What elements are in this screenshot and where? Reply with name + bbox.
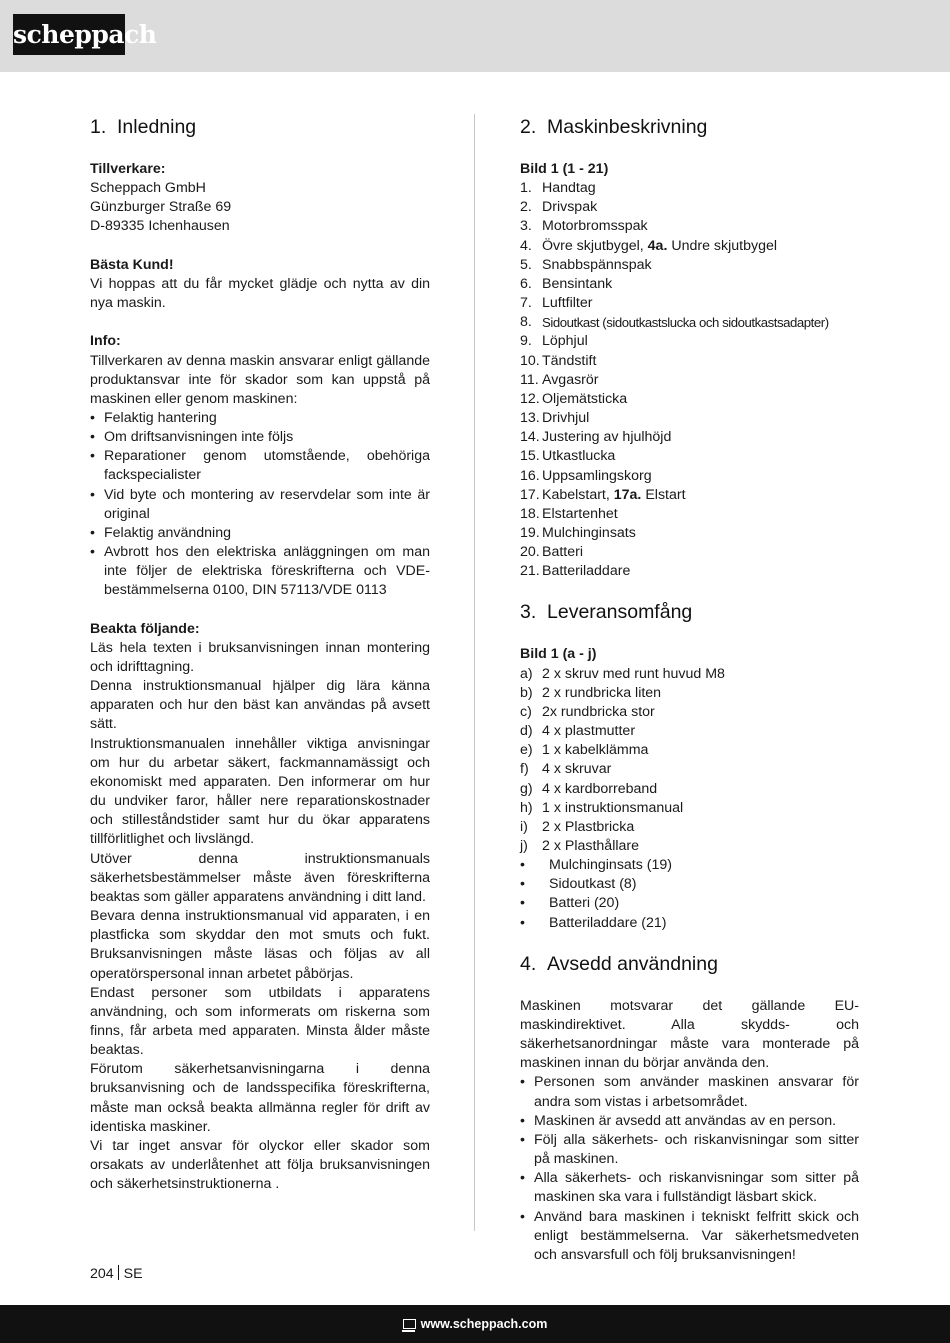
item-number: 17.	[520, 486, 540, 503]
list-item	[520, 390, 859, 409]
note-paragraph: Instruktionsmanualen innehåller viktiga anvisningar om hur du arbetar säkert, fackmannamässigt och ekonomiskt med apparaten. Den informerar om hur du undviker faror, håller nere reparationskostnader och stilleståndstider samt hur du ökar apparatens tillförlitlighet och livslängd.	[90, 735, 430, 848]
customer-block	[90, 256, 430, 313]
list-item	[520, 505, 859, 524]
item-text: 4 x kardborreband	[542, 780, 658, 797]
item-sub-number: 4a.	[647, 237, 668, 254]
item-number: 16.	[520, 467, 540, 484]
item-number: 20.	[520, 544, 540, 561]
note-paragraph: Läs hela texten i bruksanvisningen innan montering och idrifttagning.	[90, 639, 430, 676]
list-item: • Avbrott hos den elektriska anläggningen om man inte följer de elektriska föreskrifterna och VDE-bestämmelserna 0100, DIN 57113/VDE 0113	[90, 543, 430, 600]
item-text: Utkastlucka	[542, 448, 616, 465]
list-item	[520, 371, 859, 390]
list-item: • Använd bara maskinen i tekniskt felfritt skick och enligt bestämmelserna. Var säkerhetsmedveten och ansvarsfull och följ bruksanvisningen!	[520, 1208, 859, 1265]
list-item: • Batteriladdare (21)	[520, 914, 859, 933]
item-text: Batteri	[542, 544, 584, 561]
section-1-heading: 1. Inledning	[90, 116, 197, 138]
list-item: • Alla säkerhets- och riskanvisningar som sitter på maskinen ska vara i fullständigt läsbart skick.	[520, 1169, 859, 1207]
item-number: 1.	[520, 180, 532, 197]
item-text: Elstartenhet	[542, 505, 618, 522]
list-item	[520, 562, 859, 581]
manufacturer-block	[90, 160, 430, 237]
section-2-heading: 2. Maskinbeskrivning	[520, 116, 708, 138]
list-item: • Felaktig hantering	[90, 409, 430, 428]
list-item: • Mulchinginsats (19)	[520, 856, 859, 875]
item-number: 10.	[520, 352, 540, 369]
list-item: • Batteri (20)	[520, 894, 859, 913]
item-text: 2 x rundbricka liten	[542, 684, 662, 701]
delivery-bullet-list	[520, 856, 859, 933]
item-text: Övre skjutbygel,	[542, 237, 648, 254]
footer-separator	[118, 1265, 119, 1280]
item-number: e)	[520, 742, 533, 759]
info-block	[90, 332, 430, 600]
list-item	[520, 294, 859, 313]
note-paragraph: Utöver denna instruktionsmanuals säkerhetsbestämmelser måste även föreskrifterna beaktas som gäller apparatens användning i ditt land.	[90, 850, 430, 905]
info-heading: Info:	[90, 333, 121, 350]
list-item	[520, 409, 859, 428]
list-item	[520, 198, 859, 217]
manufacturer-line: D-89335 Ichenhausen	[90, 218, 230, 235]
list-item	[520, 486, 859, 505]
item-number: 8.	[520, 314, 532, 331]
item-text: 1 x instruktionsmanual	[542, 799, 684, 816]
item-number: 9.	[520, 333, 532, 350]
item-text: Drivspak	[542, 199, 598, 216]
item-text: 2x rundbricka stor	[542, 703, 655, 720]
item-text: 4 x skruvar	[542, 761, 612, 778]
list-item	[520, 313, 859, 332]
item-sub-number: 17a.	[613, 486, 642, 503]
customer-text: Vi hoppas att du får mycket glädje och nytta av din nya maskin.	[90, 275, 430, 312]
item-text: 4 x plastmutter	[542, 723, 636, 740]
manufacturer-line: Scheppach GmbH	[90, 180, 206, 197]
item-number: 7.	[520, 295, 532, 312]
item-text: Handtag	[542, 180, 596, 197]
item-number: 12.	[520, 390, 540, 407]
item-text: Löphjul	[542, 333, 588, 350]
item-text: Oljemätsticka	[542, 390, 628, 407]
item-number: f)	[520, 761, 529, 778]
item-number: 2.	[520, 199, 532, 216]
note-paragraph: Förutom säkerhetsanvisningarna i denna bruksanvisning och de landsspecifika föreskrifterna, måste man också beakta allmänna regler för drift av identiska maskiner.	[90, 1061, 430, 1135]
item-text: Drivhjul	[542, 410, 590, 427]
item-text: 2 x skruv med runt huvud M8	[542, 665, 725, 682]
list-item	[520, 741, 859, 760]
item-number: b)	[520, 684, 533, 701]
item-number: d)	[520, 723, 533, 740]
item-number: i)	[520, 818, 528, 835]
header-bar	[0, 0, 950, 72]
column-divider	[474, 114, 475, 1231]
item-text: Sidoutkast (sidoutkastslucka och sidoutkastsadapter)	[542, 315, 829, 331]
section-3-heading: 3. Leveransomfång	[520, 601, 693, 624]
item-number: 14.	[520, 429, 540, 446]
list-item: • Vid byte och montering av reservdelar som inte är original	[90, 486, 430, 524]
list-item: • Reparationer genom utomstående, obehöriga fackspecialister	[90, 447, 430, 485]
list-item	[520, 722, 859, 741]
item-text: 2 x Plastbricka	[542, 818, 635, 835]
list-item	[520, 275, 859, 294]
brand-logo[interactable]: scheppach	[13, 14, 125, 55]
item-text: Luftfilter	[542, 295, 593, 312]
note-paragraph: Denna instruktionsmanual hjälper dig lära känna apparaten och hur den bäst kan användas på avsett sätt.	[90, 678, 430, 733]
item-number: 3.	[520, 218, 532, 235]
figure-label: Bild 1 (1 - 21)	[520, 161, 609, 177]
item-text: Kabelstart,	[542, 486, 614, 503]
machine-parts-list	[520, 179, 859, 581]
left-column	[90, 114, 430, 1194]
list-item	[520, 467, 859, 486]
list-item: • Om driftsanvisningen inte följs	[90, 428, 430, 447]
list-item	[520, 760, 859, 779]
computer-icon	[403, 1319, 416, 1329]
item-text: Avgasrör	[542, 371, 599, 388]
note-paragraph: Vi tar inget ansvar för olyckor eller skador som orsakats av underlåtenhet att följa bruksanvisningen och säkerhetsinstruktionerna .	[90, 1137, 430, 1193]
item-text: Uppsamlingskorg	[542, 467, 652, 484]
manufacturer-line: Günzburger Straße 69	[90, 199, 232, 216]
list-item	[520, 237, 859, 256]
list-item	[520, 524, 859, 543]
bottom-bar	[0, 1305, 950, 1343]
list-item: • Maskinen är avsedd att användas av en person.	[520, 1112, 859, 1131]
info-text: Tillverkaren av denna maskin ansvarar enligt gällande produktansvar inte för skador som kan uppstå på maskinen eller genom maskinen:	[90, 352, 430, 407]
manufacturer-heading: Tillverkare:	[90, 161, 166, 177]
list-item	[520, 332, 859, 351]
item-number: 21.	[520, 563, 540, 580]
right-column	[520, 114, 859, 1265]
list-item	[520, 780, 859, 799]
list-item: • Följ alla säkerhets- och riskanvisningar som sitter på maskinen.	[520, 1131, 859, 1169]
list-item	[520, 447, 859, 466]
list-item	[520, 665, 859, 684]
list-item	[520, 217, 859, 236]
item-text: Tändstift	[542, 352, 597, 369]
list-item: • Personen som använder maskinen ansvarar för andra som vistas i arbetsområdet.	[520, 1073, 859, 1111]
list-item: • Sidoutkast (8)	[520, 875, 859, 894]
list-item: • Felaktig användning	[90, 524, 430, 543]
item-text: Elstart	[641, 486, 686, 503]
note-block	[90, 620, 430, 1195]
delivery-list	[520, 665, 859, 857]
page-footer	[90, 1265, 143, 1283]
page-number: 204	[90, 1266, 114, 1282]
item-number: 18.	[520, 505, 540, 522]
item-text: Justering av hjulhöjd	[542, 429, 672, 446]
item-text: Undre skjutbygel	[667, 237, 778, 254]
item-number: 5.	[520, 256, 532, 273]
item-text: 1 x kabelklämma	[542, 742, 649, 759]
item-text: Mulchinginsats	[542, 524, 636, 541]
note-heading: Beakta följande:	[90, 620, 200, 637]
customer-heading: Bästa Kund!	[90, 256, 174, 273]
list-item	[520, 799, 859, 818]
list-item	[520, 256, 859, 275]
list-item	[520, 684, 859, 703]
intended-use-text: Maskinen motsvarar det gällande EU-maskindirektivet. Alla skydds- och säkerhetsanordningar måste vara monterade på maskinen innan du börjar använda den.	[520, 997, 859, 1072]
item-number: 19.	[520, 524, 540, 541]
item-number: a)	[520, 665, 533, 682]
item-text: Bensintank	[542, 275, 613, 292]
list-item	[520, 428, 859, 447]
item-number: 11.	[520, 371, 539, 388]
list-item	[520, 703, 859, 722]
item-number: j)	[520, 838, 528, 854]
website-link[interactable]: www.scheppach.com	[420, 1317, 548, 1331]
note-paragraph: Endast personer som utbildats i apparatens användning, och som informerats om riskerna som finns, får arbeta med apparaten. Minsta ålder måste beaktas.	[90, 984, 430, 1059]
item-number: 15.	[520, 448, 540, 465]
item-number: c)	[520, 703, 532, 720]
list-item	[520, 837, 859, 856]
item-number: 4.	[520, 237, 532, 254]
language-code: SE	[123, 1266, 143, 1282]
info-bullet-list	[90, 409, 430, 601]
list-item	[520, 179, 859, 198]
item-text: Batteriladdare	[542, 563, 631, 580]
item-text: Motorbromsspak	[542, 218, 648, 235]
figure-label: Bild 1 (a - j)	[520, 646, 597, 663]
item-number: h)	[520, 799, 533, 816]
item-number: g)	[520, 780, 533, 797]
intended-use-bullet-list	[520, 1073, 859, 1265]
item-text: 2 x Plasthållare	[542, 838, 639, 854]
section-4-heading: 4. Avsedd användning	[520, 952, 718, 975]
item-text: Snabbspännspak	[542, 256, 652, 273]
list-item	[520, 543, 859, 562]
item-number: 13.	[520, 410, 540, 427]
note-paragraph: Bevara denna instruktionsmanual vid apparaten, i en plastficka som skyddar den mot smuts och fukt. Bruksanvisningen måste läsas och följas av all operatörspersonal innan arbetet påbörjas.	[90, 908, 430, 982]
list-item	[520, 352, 859, 371]
list-item	[520, 818, 859, 837]
item-number: 6.	[520, 275, 532, 292]
